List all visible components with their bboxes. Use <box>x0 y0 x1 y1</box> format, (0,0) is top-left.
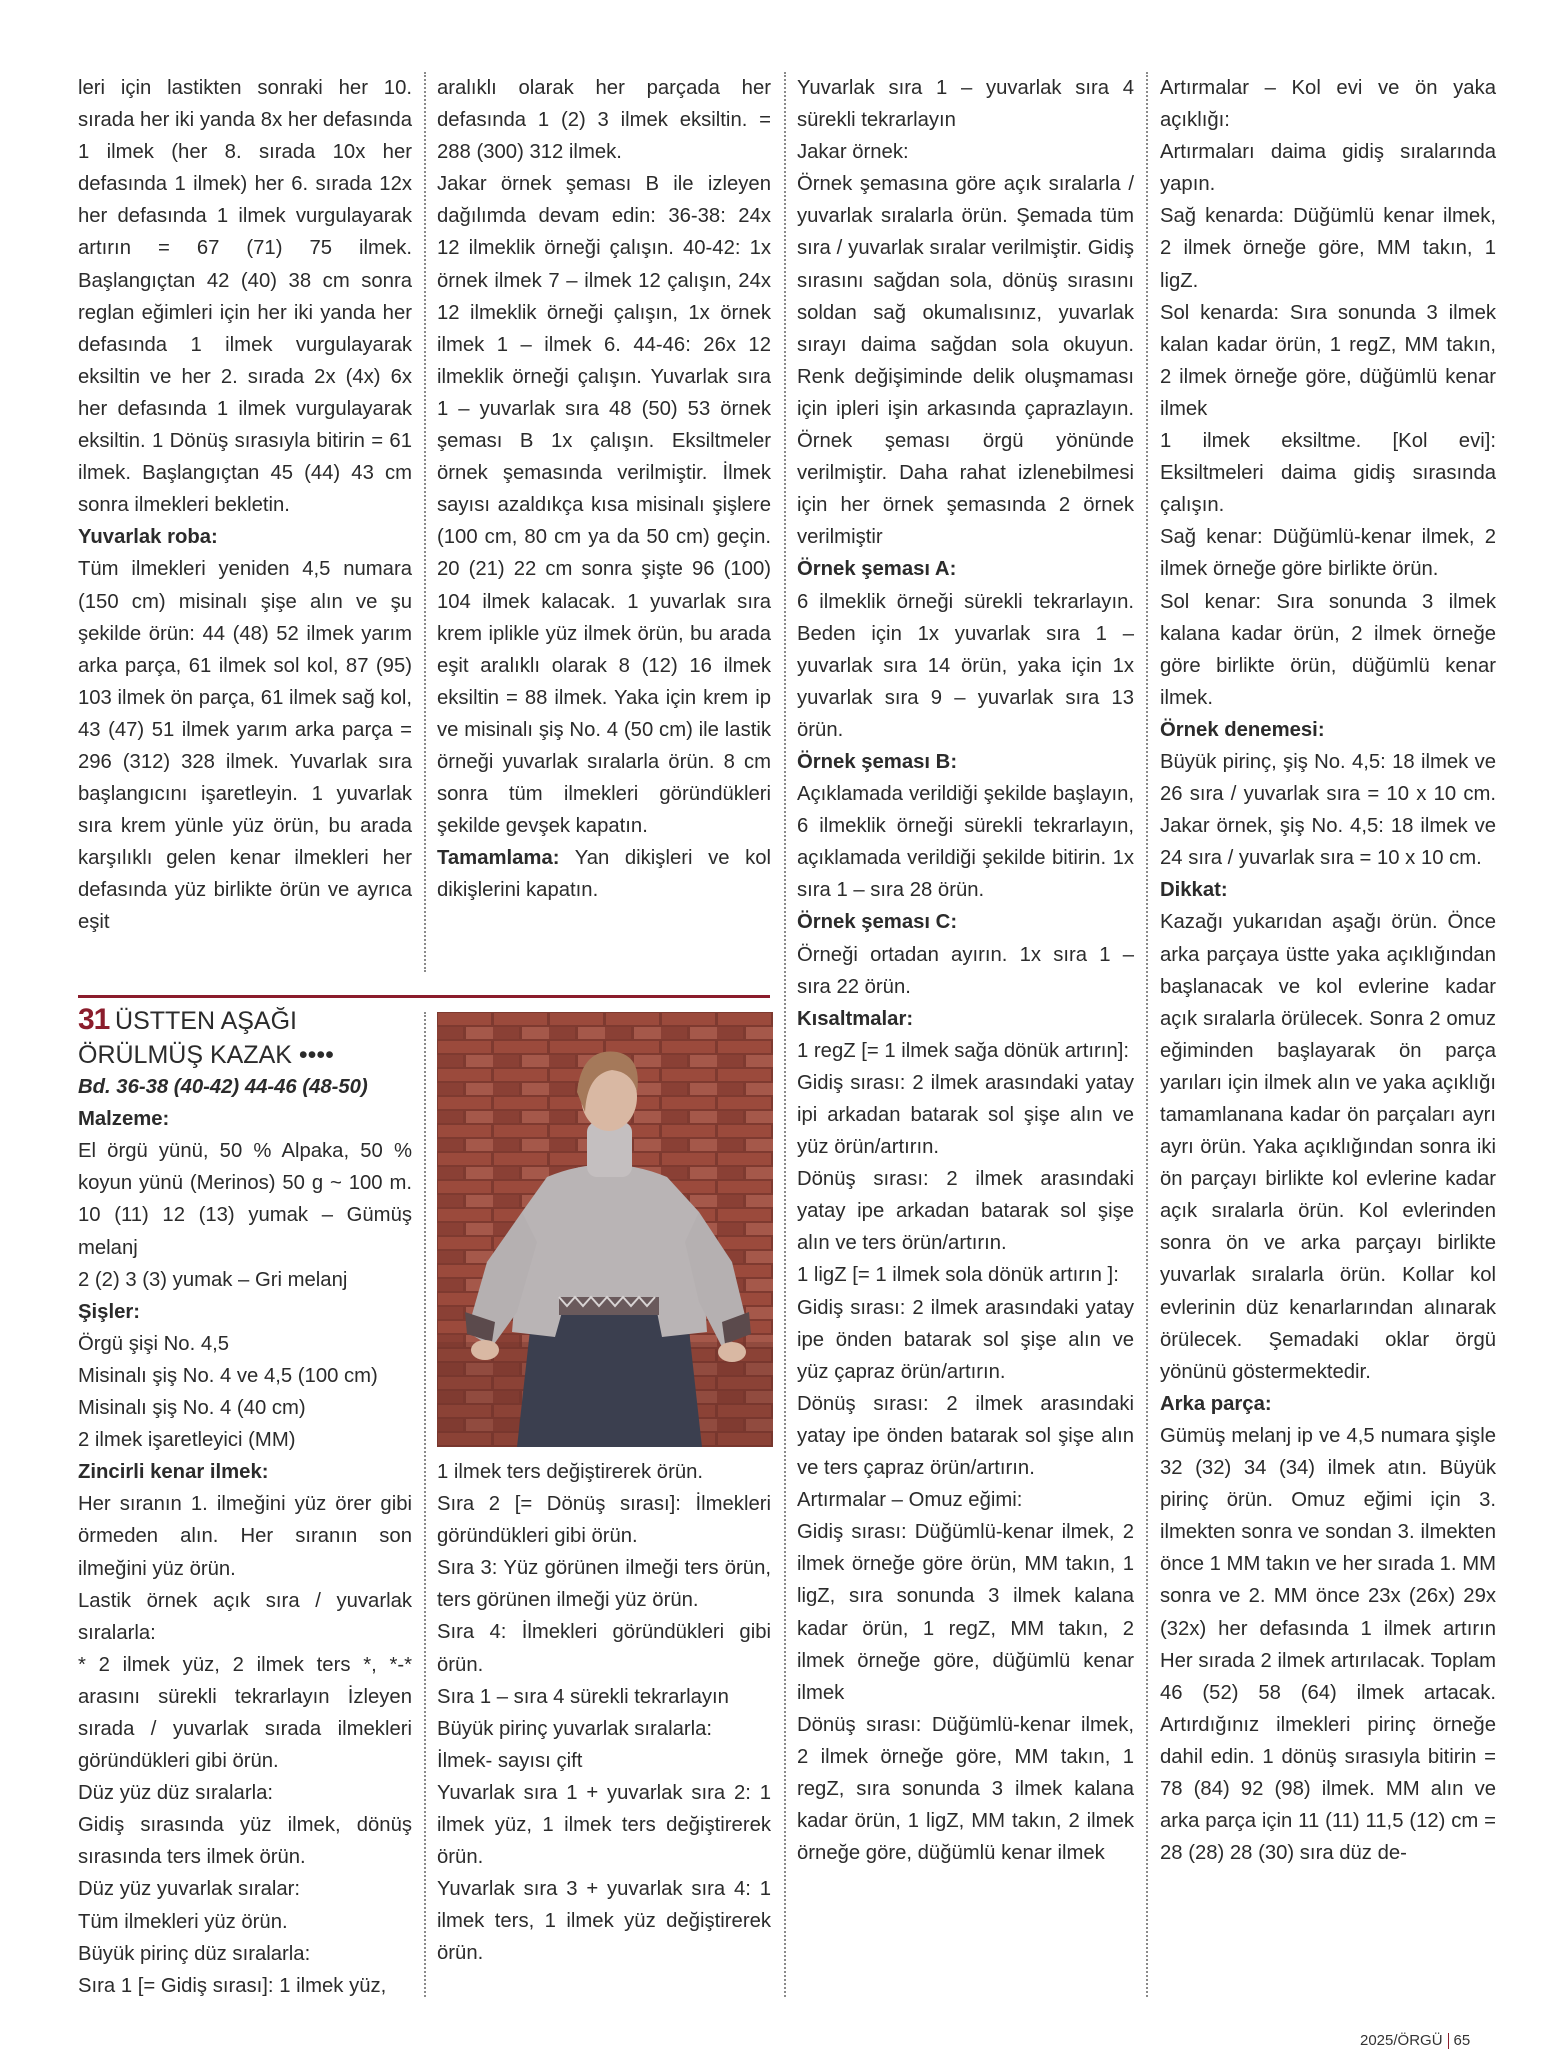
text-column-2-lower <box>437 1456 771 1970</box>
column-separator <box>424 72 426 972</box>
paragraph: Sol kenarda: Sıra sonunda 3 ilmek kalan kadar örün, 1 regZ, MM takın, 2 ilmek örneğe göre, düğümlü kenar ilmek <box>1160 301 1496 420</box>
column-separator <box>424 1012 426 1997</box>
column-separator <box>1146 72 1148 1997</box>
paragraph: 1 regZ [= 1 ilmek sağa dönük artırın]: <box>797 1039 1129 1062</box>
size-range: Bd. 36-38 (40-42) 44-46 (48-50) <box>78 1076 368 1099</box>
page-footer <box>1360 2032 1470 2049</box>
paragraph: Gidiş sırası: Düğümlü-kenar ilmek, 2 ilmek örneğe göre örün, MM takın, 1 ligZ, sıra sonunda 3 ilmek kalana kadar örün, 1 regZ, MM takın, 2 ilmek örneğe göre, düğümlü kenar ilmek <box>797 1521 1134 1704</box>
paragraph: Açıklamada verildiği şekilde başlayın, 6 ilmeklik örneği sürekli tekrarlayın, açıklamada verildiği şekilde bitirin. 1x sıra 1 – sıra 28 örün. <box>797 783 1134 902</box>
paragraph: Gümüş melanj ip ve 4,5 numara şişle 32 (32) 34 (34) ilmek atın. Büyük pirinç örün. Omuz eğimi için 3. ilmekten sonra ve sondan 3. ilmekten önce 1 MM takın ve her sırada 1. MM sonra ve 2. MM önce 23x (26x) 29x (32x) her defasında 1 ilmek artırın Her sırada 2 ilmek artırılacak. Toplam 46 (52) 58 (64) ilmek artacak. Artırdığınız ilmekleri pirinç örneğe dahil edin. 1 dönüş sırasıyla bitirin = 78 (84) 92 (98) ilmek. MM alın ve arka parça için 11 (11) 11,5 (12) cm = 28 (28) 28 (30) sıra düz de- <box>1160 1424 1496 1865</box>
paragraph: Örneği ortadan ayırın. 1x sıra 1 – sıra 22 örün. <box>797 943 1134 998</box>
section-heading: Örnek denemesi: <box>1160 718 1325 741</box>
paragraph: Artırmalar – Omuz eğimi: <box>797 1489 1023 1512</box>
text-column-1 <box>78 72 412 939</box>
paragraph: 1 ligZ [= 1 ilmek sola dönük artırın ]: <box>797 1264 1119 1287</box>
paragraph: Sıra 1 [= Gidiş sırası]: 1 ilmek yüz, <box>78 1974 387 1997</box>
paragraph: Sıra 4: İlmekleri göründükleri gibi örün. <box>437 1621 771 1676</box>
paragraph: Sol kenar: Sıra sonunda 3 ilmek kalana kadar örün, 2 ilmek örneğe göre birlikte örün, düğümlü kenar ilmek. <box>1160 590 1496 709</box>
text-column-2 <box>437 72 771 906</box>
paragraph: aralıklı olarak her parçada her defasında 1 (2) 3 ilmek eksiltin. = 288 (300) 312 ilmek. <box>437 77 771 164</box>
section-heading: Düz yüz yuvarlak sıralar: <box>78 1878 301 1901</box>
text-column-4 <box>1160 72 1496 1869</box>
paragraph: Tüm ilmekleri yeniden 4,5 numara (150 cm) misinalı şişe alın ve şu şekilde örün: 44 (48) 52 ilmek yarım arka parça, 61 ilmek sol kol, 87 (95) 103 ilmek ön parça, 61 ilmek sağ kol, 43 (47) 51 ilmek yarım arka parça = 296 (312) 328 ilmek. Yuvarlak sıra başlangıcını işaretleyin. 1 yuvarlak sıra krem yünle yüz örün, bu arada karşılıklı gelen kenar ilmekleri her defasında yüz birlikte örün ve ayrıca eşit <box>78 558 412 934</box>
paragraph: Dönüş sırası: Düğümlü-kenar ilmek, 2 ilmek örneğe göre, MM takın, 1 regZ, sıra sonunda 3 ilmek kalana kadar örün, 1 ligZ, MM takın, 2 ilmek örneğe göre, düğümlü kenar ilmek <box>797 1713 1134 1865</box>
paragraph: 1 ilmek eksiltme. [Kol evi]: Eksiltmeleri daima gidiş sırasında çalışın. <box>1160 430 1496 517</box>
pattern-title <box>78 1004 412 1039</box>
footer-divider <box>1448 2033 1449 2049</box>
paragraph: Artırmalar – Kol evi ve ön yaka açıklığı: <box>1160 77 1496 132</box>
paragraph: Dönüş sırası: 2 ilmek arasındaki yatay ipe önden batarak sol şişe alın ve ters çapraz örün/artırın. <box>797 1392 1134 1480</box>
paragraph: Sıra 1 – sıra 4 sürekli tekrarlayın <box>437 1685 729 1708</box>
section-heading: Kısaltmalar: <box>797 1007 914 1030</box>
paragraph: Sıra 3: Yüz görünen ilmeği ters örün, ters görünen ilmeği yüz örün. <box>437 1557 771 1612</box>
paragraph: El örgü yünü, 50 % Alpaka, 50 % koyun yünü (Merinos) 50 g ~ 100 m. 10 (11) 12 (13) yumak – Gümüş melanj <box>78 1140 412 1259</box>
paragraph: İlmek- sayısı çift <box>437 1749 583 1772</box>
pattern-intro-column <box>78 1004 412 2002</box>
issue-label: 2025/ÖRGÜ <box>1360 2032 1443 2049</box>
list-item: 2 ilmek işaretleyici (MM) <box>78 1429 296 1452</box>
paragraph: Jakar örnek: <box>797 141 909 164</box>
paragraph: 2 (2) 3 (3) yumak – Gri melanj <box>78 1268 348 1291</box>
paragraph: 6 ilmeklik örneği sürekli tekrarlayın. Beden için 1x yuvarlak sıra 1 – yuvarlak sıra 14 örün, yaka için 1x yuvarlak sıra 9 – yuvarlak sıra 13 örün. <box>797 590 1134 741</box>
paragraph: Jakar örnek şeması B ile izleyen dağılımda devam edin: 36-38: 24x 12 ilmeklik örneği çalışın. 40-42: 1x örnek ilmek 7 – ilmek 12 çalışın, 24x 12 ilmeklik örneği çalışın, 1x örnek ilmek 1 – ilmek 6. 44-46: 26x 12 ilmeklik örneği çalışın. Yuvarlak sıra 1 – yuvarlak sıra 48 (50) 53 örnek şeması B 1x çalışın. Eksiltmeler örnek şemasında verilmiştir. İlmek sayısı azaldıkça kısa misinalı şişlere (100 cm, 80 cm ya da 50 cm) geçin. 20 (21) 22 cm sonra şişte 96 (100) 104 ilmek kalacak. 1 yuvarlak sıra krem iplikle yüz ilmek örün, bu arada eşit aralıklı olarak 8 (12) 16 ilmek eksiltin = 88 ilmek. Yaka için krem ip ve misinalı şiş No. 4 (50 cm) ile lastik örneği yuvarlak sıralarla örün. 8 cm sonra tüm ilmekleri göründükleri şekilde gevşek kapatın. <box>437 173 771 838</box>
paragraph: Tüm ilmekleri yüz örün. <box>78 1910 288 1933</box>
pattern-title-line1: ÜSTTEN AŞAĞI <box>115 1007 297 1035</box>
paragraph: Her sıranın 1. ilmeğini yüz örer gibi örmeden alın. Her sıranın son ilmeğini yüz örün. <box>78 1493 412 1580</box>
pattern-number: 31 <box>78 1003 110 1036</box>
paragraph: 1 ilmek ters değiştirerek örün. <box>437 1461 704 1483</box>
section-heading: Örnek şeması A: <box>797 558 957 581</box>
section-heading: Düz yüz düz sıralarla: <box>78 1782 273 1805</box>
section-heading: Yuvarlak roba: <box>78 526 218 549</box>
list-item: Misinalı şiş No. 4 (40 cm) <box>78 1397 306 1420</box>
list-item: Örgü şişi No. 4,5 <box>78 1332 230 1355</box>
paragraph: Gidiş sırası: 2 ilmek arasındaki yatay ipi arkadan batarak sol şişe alın ve yüz örün/artırın. <box>797 1071 1134 1159</box>
section-heading: Şişler: <box>78 1300 141 1323</box>
paragraph: Artırmaları daima gidiş sıralarında yapın. <box>1160 141 1496 196</box>
paragraph: Dönüş sırası: 2 ilmek arasındaki yatay ipe arkadan batarak sol şişe alın ve ters örün/artırın. <box>797 1168 1134 1255</box>
text-column-3 <box>797 72 1134 1869</box>
section-heading: Tamamlama: <box>437 847 560 870</box>
paragraph: Gidiş sırasında yüz ilmek, dönüş sırasında ters ilmek örün. <box>78 1814 412 1869</box>
paragraph: Yuvarlak sıra 3 + yuvarlak sıra 4: 1 ilmek ters, 1 ilmek yüz değiştirerek örün. <box>437 1878 771 1965</box>
paragraph: Gidiş sırası: 2 ilmek arasındaki yatay ipe önden batarak sol şişe alın ve yüz çapraz örün/artırın. <box>797 1296 1134 1383</box>
paragraph: Sağ kenar: Düğümlü-kenar ilmek, 2 ilmek örneğe göre birlikte örün. <box>1160 526 1496 581</box>
section-heading: Örnek şeması B: <box>797 750 958 773</box>
difficulty-dots: •••• <box>298 1041 334 1070</box>
paragraph: Örnek şemasına göre açık sıralarla / yuvarlak sıralarla örün. Şemada tüm sıra / yuvarlak sıralar verilmiştir. Gidiş sırasını sağdan sola, dönüş sırasını soldan sağ okumalısınız, yuvarlak sırayı daima sağdan sola okuyun. Renk değişiminde delik oluşmaması için ipleri işin arkasında çaprazlayın. Örnek şeması örgü yönünde verilmiştir. Daha rahat izlenebilmesi için her örnek şemasında 2 örnek verilmiştir <box>797 173 1134 549</box>
paragraph-text: Yan dikişleri ve kol dikişlerini kapatın. <box>437 847 771 902</box>
list-item: Misinalı şiş No. 4 ve 4,5 (100 cm) <box>78 1364 378 1387</box>
section-heading: Dikkat: <box>1160 879 1228 902</box>
pattern-title-text: ÖRÜLMÜŞ KAZAK <box>78 1041 292 1070</box>
page-number: 65 <box>1453 2032 1471 2049</box>
section-heading: Malzeme: <box>78 1108 170 1131</box>
paragraph: Yuvarlak sıra 1 + yuvarlak sıra 2: 1 ilmek yüz, 1 ilmek ters değiştirerek örün. <box>437 1781 771 1869</box>
paragraph: Kazağı yukarıdan aşağı örün. Önce arka parçaya üstte yaka açıklığından başlanacak ve kol evlerine kadar açık sıralarla örülecek. Sonra 2 omuz eğiminden başlayarak ön parça yarıları için ilmek alın ve yaka açıklığı tamamlanana kadar ön parçaları ayrı ayrı örün. Yaka açıklığından sonra iki ön parçayı birlikte kol evlerine kadar açık sıralarla örün. Kol evlerinden sonra ön ve arka parçayı birlikte yuvarlak sıralarla örün. Kollar kol evlerinin düz kenarlarından alınarak örülecek. Şemadaki oklar örgü yönünü göstermektedir. <box>1160 911 1496 1383</box>
section-divider <box>78 995 770 998</box>
paragraph: Büyük pirinç yuvarlak sıralarla: <box>437 1717 713 1740</box>
column-separator <box>784 72 786 1997</box>
section-heading: Büyük pirinç düz sıralarla: <box>78 1942 311 1965</box>
section-heading: Örnek şeması C: <box>797 911 958 934</box>
paragraph: Sıra 2 [= Dönüş sırası]: İlmekleri göründükleri gibi örün. <box>437 1493 771 1548</box>
section-heading: Arka parça: <box>1160 1392 1272 1415</box>
section-heading: Lastik örnek açık sıra / yuvarlak sıralarla: <box>78 1589 412 1644</box>
paragraph: leri için lastikten sonraki her 10. sırada her iki yanda 8x her defasında 1 ilmek (her 8. sırada 10x her defasında 1 ilmek) her 6. sırada 12x her defasında 1 ilmek vurgulayarak artırın = 67 (71) 75 ilmek. Başlangıçtan 42 (40) 38 cm sonra reglan eğimleri için her iki yanda her defasında 1 ilmek vurgulayarak eksiltin ve her 2. sırada 2x (4x) 6x her defasında 1 ilmek vurgulayarak eksiltin. 1 Dönüş sırasıyla bitirin = 61 ilmek. Başlangıçtan 45 (44) 43 cm sonra ilmekleri bekletin. <box>78 77 412 517</box>
paragraph: Sağ kenarda: Düğümlü kenar ilmek, 2 ilmek örneğe göre, MM takın, 1 ligZ. <box>1160 205 1496 292</box>
pattern-title-line2 <box>78 1039 412 1071</box>
paragraph: Yuvarlak sıra 1 – yuvarlak sıra 4 sürekli tekrarlayın <box>797 77 1134 132</box>
section-heading: Zincirli kenar ilmek: <box>78 1461 269 1484</box>
sweater-photo <box>437 1012 773 1447</box>
paragraph <box>437 842 771 906</box>
paragraph: * 2 ilmek yüz, 2 ilmek ters *, *-* arasını sürekli tekrarlayın İzleyen sırada / yuvarlak sırada ilmekleri göründükleri gibi örün. <box>78 1653 412 1773</box>
paragraph: Büyük pirinç, şiş No. 4,5: 18 ilmek ve 26 sıra / yuvarlak sıra = 10 x 10 cm. Jakar örnek, şiş No. 4,5: 18 ilmek ve 24 sıra / yuvarlak sıra = 10 x 10 cm. <box>1160 750 1496 870</box>
